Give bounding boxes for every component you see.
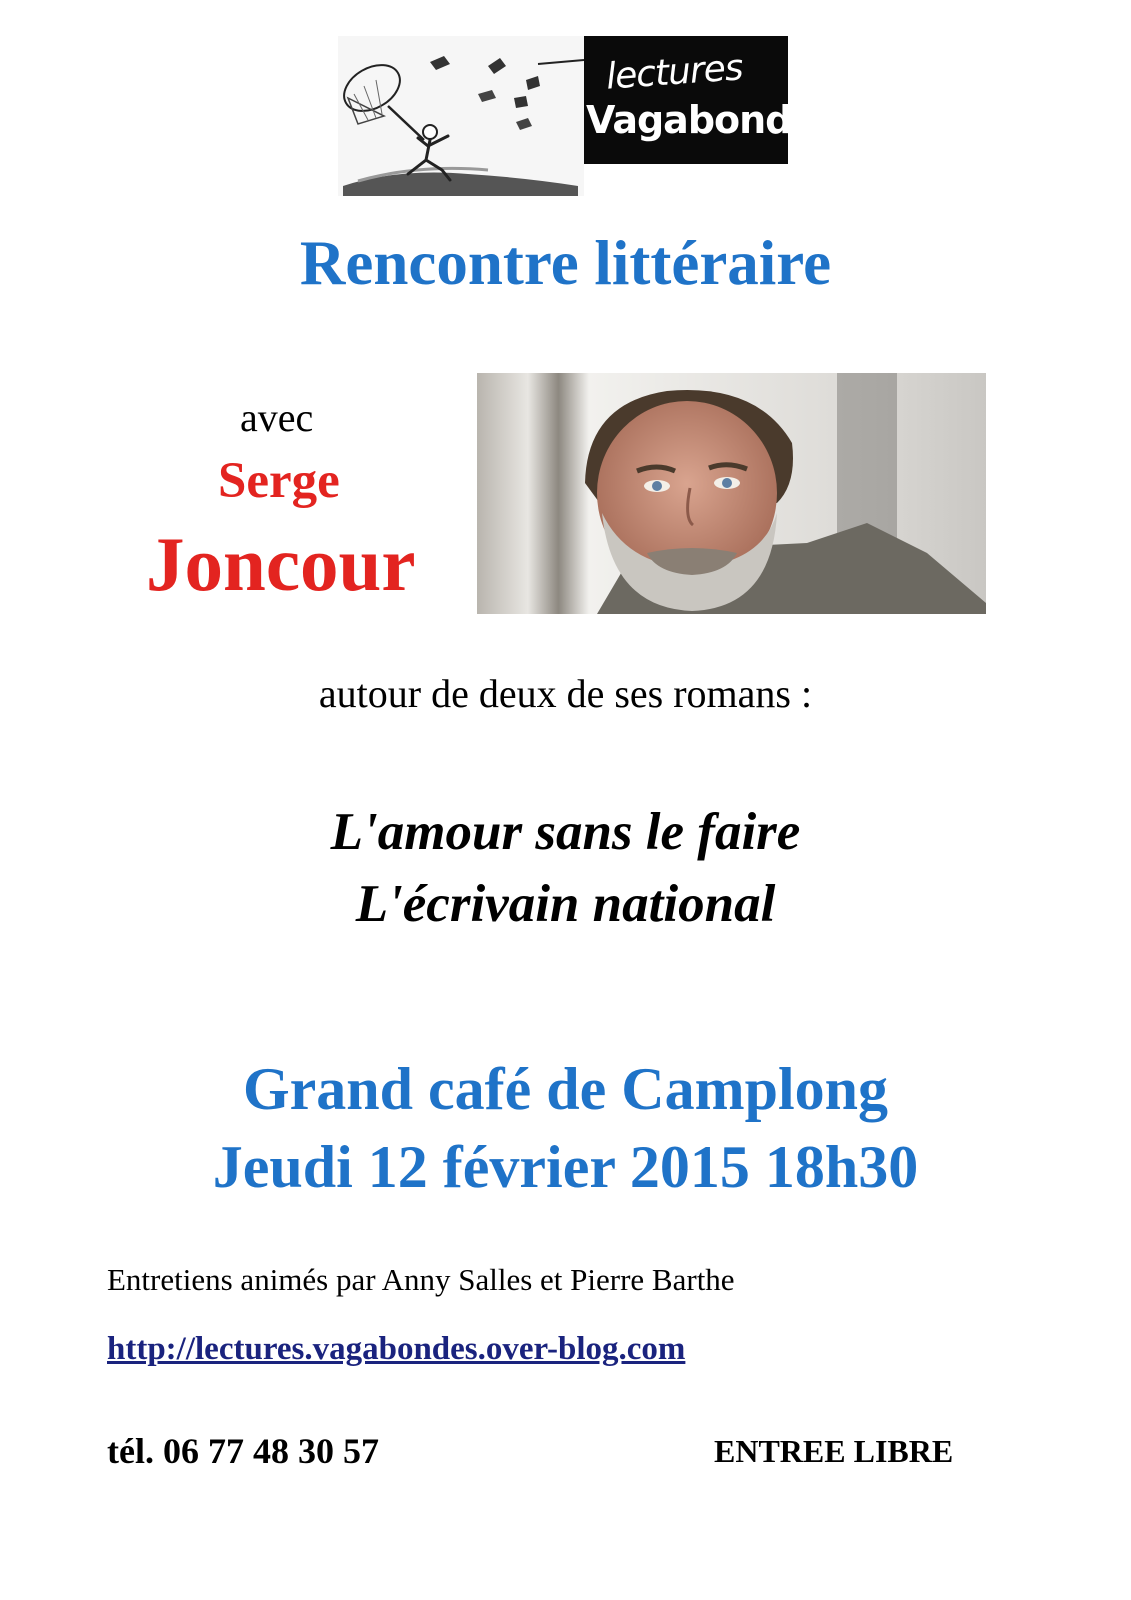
event-date: Jeudi 12 février 2015 18h30	[212, 1134, 919, 1200]
author-photo	[477, 373, 986, 614]
logo-word-vagabondes: Vagabondes	[586, 98, 838, 142]
author-first-name: Serge	[218, 453, 340, 509]
logo-illustration	[338, 36, 584, 196]
blog-link[interactable]: http://lectures.vagabondes.over-blog.com	[107, 1331, 686, 1367]
author-last-name: Joncour	[146, 521, 416, 607]
book-title-2: L'écrivain national	[355, 875, 776, 933]
avec-label: avec	[240, 395, 314, 440]
free-entry-label: ENTREE LIBRE	[714, 1433, 954, 1469]
book-title-1: L'amour sans le faire	[330, 803, 801, 861]
lectures-vagabondes-logo	[338, 36, 838, 196]
hosts-text: Entretiens animés par Anny Salles et Pierre Barthe	[107, 1262, 735, 1297]
intro-text: autour de deux de ses romans :	[318, 671, 813, 716]
phone-number: tél. 06 77 48 30 57	[107, 1431, 379, 1471]
event-title: Rencontre littéraire	[299, 228, 832, 298]
logo-word-lectures: lectures	[604, 47, 744, 98]
venue-name: Grand café de Camplong	[243, 1056, 888, 1122]
book-list	[0, 796, 1131, 940]
venue-block	[0, 1050, 1131, 1206]
logo-wordmark	[584, 36, 838, 164]
butterfly-net-runner-icon	[338, 36, 584, 196]
